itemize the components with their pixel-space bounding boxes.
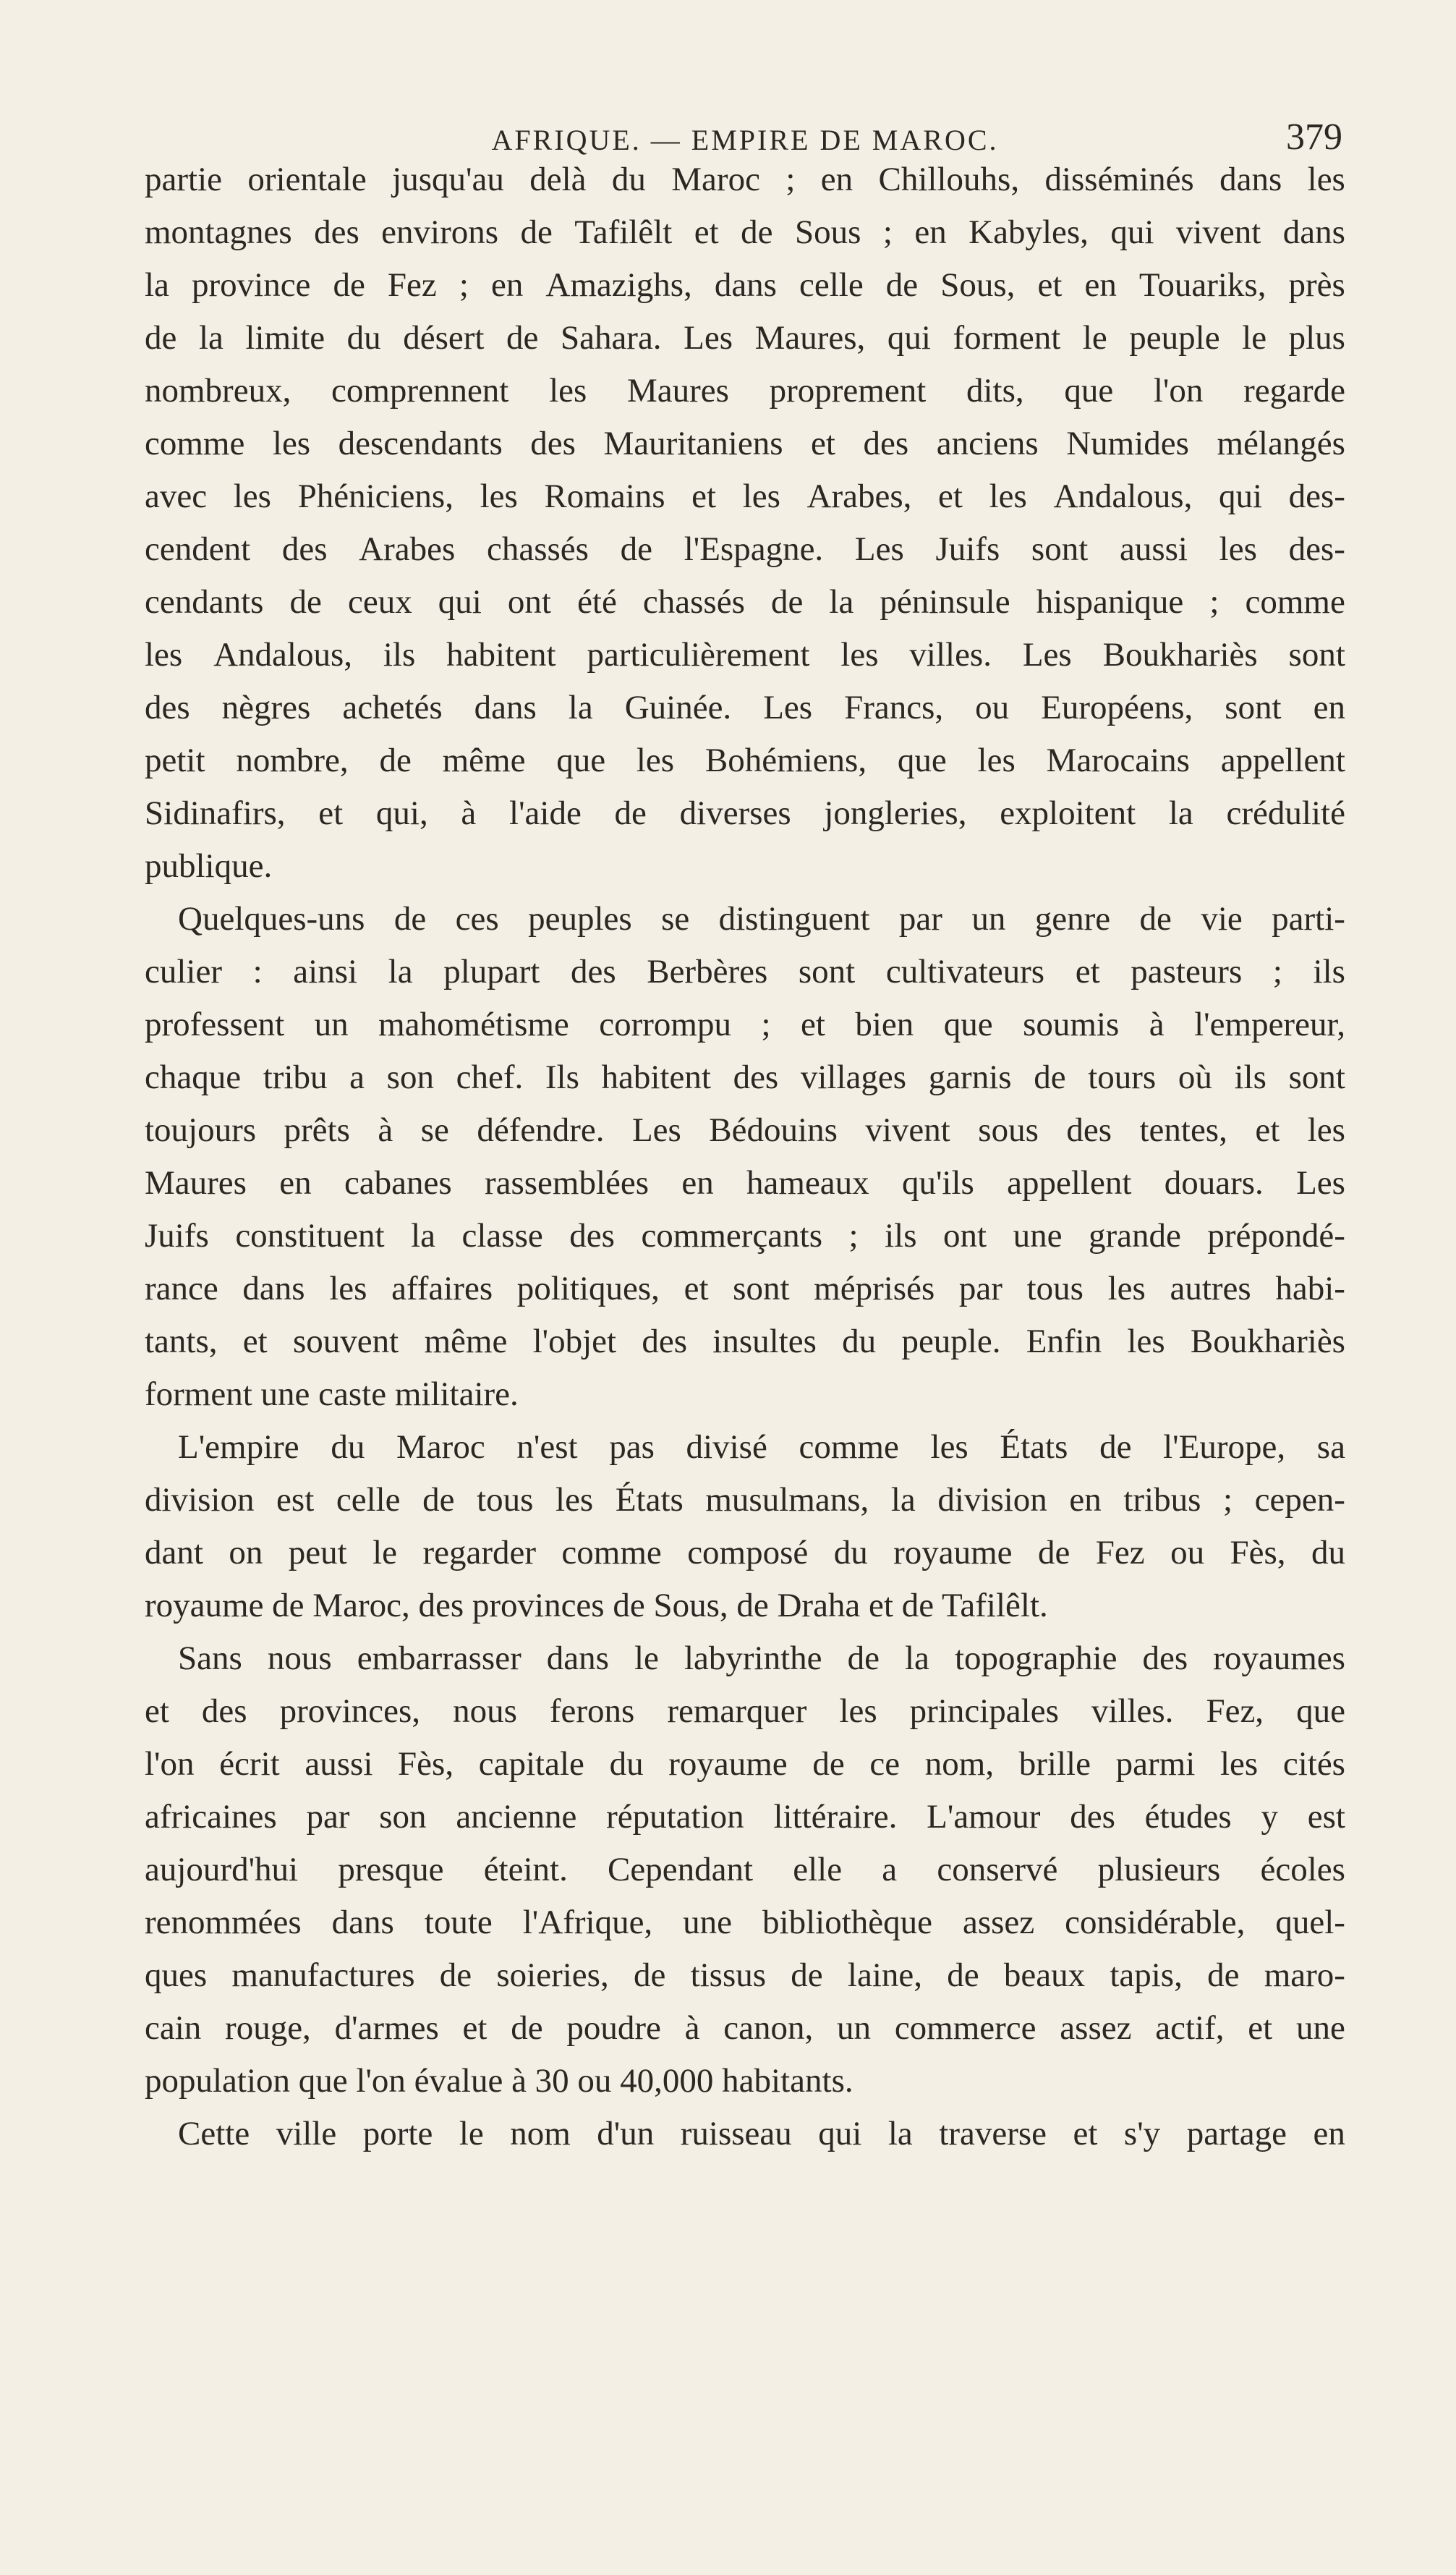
text-line: royaume de Maroc, des provinces de Sous, de Draha et de Tafilêlt. — [145, 1587, 1048, 1624]
text-line: les Andalous, ils habitent particulièrement les villes. Les Boukhariès sont — [145, 636, 1345, 674]
page-number: 379 — [1286, 116, 1342, 158]
text-line: aujourd'hui presque éteint. Cependant elle a conservé plusieurs écoles — [145, 1851, 1345, 1888]
text-line: africaines par son ancienne réputation littéraire. L'amour des études y est — [145, 1798, 1345, 1836]
text-line: Quelques-uns de ces peuples se distinguent par un genre de vie parti- — [178, 900, 1345, 938]
text-line: l'on écrit aussi Fès, capitale du royaume de ce nom, brille parmi les cités — [145, 1745, 1345, 1783]
text-line: cendent des Arabes chassés de l'Espagne. Les Juifs sont aussi les des- — [145, 530, 1345, 568]
text-line: nombreux, comprennent les Maures proprement dits, que l'on regarde — [145, 372, 1345, 410]
text-line: et des provinces, nous ferons remarquer les principales villes. Fez, que — [145, 1692, 1345, 1730]
text-line: renommées dans toute l'Afrique, une bibliothèque assez considérable, quel- — [145, 1904, 1345, 1941]
running-title: AFRIQUE. — EMPIRE DE MAROC. — [491, 124, 999, 156]
text-line: rance dans les affaires politiques, et sont méprisés par tous les autres habi- — [145, 1270, 1345, 1307]
text-line: L'empire du Maroc n'est pas divisé comme les États de l'Europe, sa — [178, 1428, 1345, 1466]
text-line: publique. — [145, 847, 273, 885]
text-line: ques manufactures de soieries, de tissus de laine, de beaux tapis, de maro- — [145, 1956, 1345, 1994]
text-line: chaque tribu a son chef. Ils habitent des villages garnis de tours où ils sont — [145, 1059, 1345, 1096]
text-line: population que l'on évalue à 30 ou 40,000 habitants. — [145, 2062, 853, 2100]
text-line: des nègres achetés dans la Guinée. Les Francs, ou Européens, sont en — [145, 689, 1345, 726]
text-line: tants, et souvent même l'objet des insultes du peuple. Enfin les Boukhariès — [145, 1323, 1345, 1360]
text-line: Sans nous embarrasser dans le labyrinthe de la topographie des royaumes — [178, 1639, 1345, 1677]
running-head — [145, 116, 1345, 159]
text-line: division est celle de tous les États musulmans, la division en tribus ; cepen- — [145, 1481, 1345, 1519]
text-line: Cette ville porte le nom d'un ruisseau qui la traverse et s'y partage en — [178, 2115, 1345, 2152]
text-line: la province de Fez ; en Amazighs, dans celle de Sous, et en Touariks, près — [145, 266, 1345, 304]
text-line: Sidinafirs, et qui, à l'aide de diverses jongleries, exploitent la crédulité — [145, 794, 1345, 832]
text-line: dant on peut le regarder comme composé du royaume de Fez ou Fès, du — [145, 1534, 1345, 1571]
text-line: comme les descendants des Mauritaniens et des anciens Numides mélangés — [145, 425, 1345, 462]
text-line: Juifs constituent la classe des commerçants ; ils ont une grande prépondé- — [145, 1217, 1345, 1255]
text-line: Maures en cabanes rassemblées en hameaux qu'ils appellent douars. Les — [145, 1164, 1345, 1202]
text-line: partie orientale jusqu'au delà du Maroc ; en Chillouhs, disséminés dans les — [145, 161, 1345, 198]
text-line: forment une caste militaire. — [145, 1375, 519, 1413]
text-line: de la limite du désert de Sahara. Les Maures, qui forment le peuple le plus — [145, 319, 1345, 357]
text-line: petit nombre, de même que les Bohémiens, que les Marocains appellent — [145, 742, 1345, 779]
text-line: toujours prêts à se défendre. Les Bédouins vivent sous des tentes, et les — [145, 1111, 1345, 1149]
text-line: montagnes des environs de Tafilêlt et de Sous ; en Kabyles, qui vivent dans — [145, 213, 1345, 251]
body-text — [145, 153, 1345, 2160]
text-line: cain rouge, d'armes et de poudre à canon, un commerce assez actif, et une — [145, 2009, 1345, 2047]
text-line: cendants de ceux qui ont été chassés de la péninsule hispanique ; comme — [145, 583, 1345, 621]
text-line: culier : ainsi la plupart des Berbères sont cultivateurs et pasteurs ; ils — [145, 953, 1345, 990]
text-line: professent un mahométisme corrompu ; et bien que soumis à l'empereur, — [145, 1006, 1345, 1043]
text-line: avec les Phéniciens, les Romains et les Arabes, et les Andalous, qui des- — [145, 478, 1345, 515]
